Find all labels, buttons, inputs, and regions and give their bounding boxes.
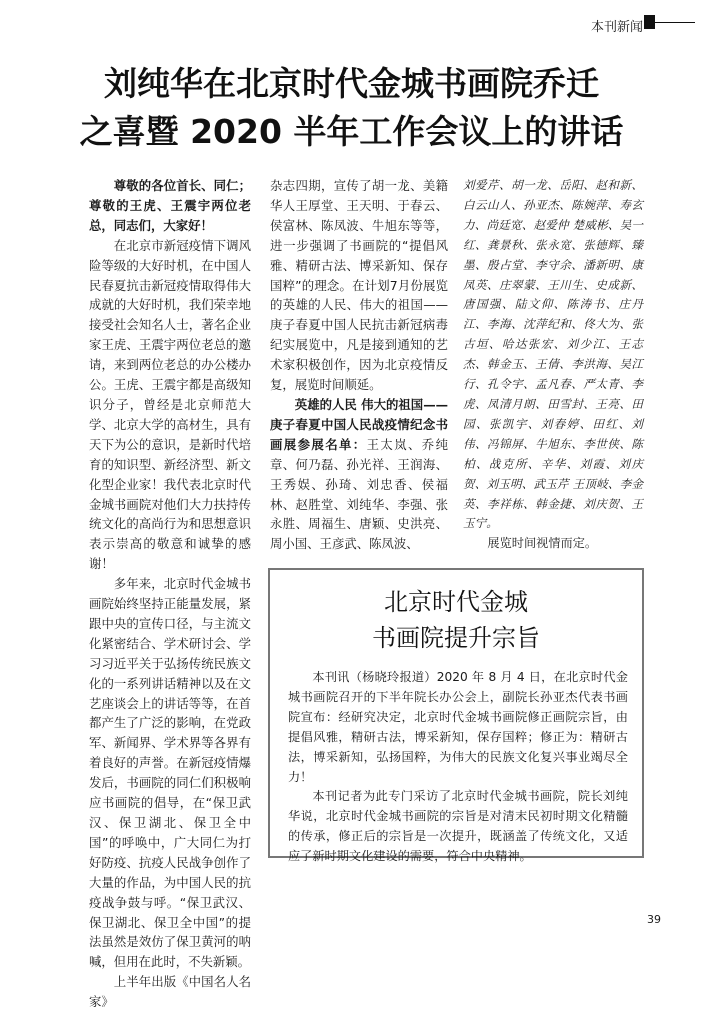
sidebar-title: [270, 584, 642, 656]
page-number: 39: [647, 913, 661, 926]
sidebar-title-line-1: 北京时代金城: [384, 588, 528, 616]
article-column-1: [89, 176, 251, 1012]
participant-list-heading: 英雄的人民 伟大的祖国——庚子春夏中国人民战疫情纪念书画展参展名单：: [270, 396, 448, 452]
participant-names-continued: 刘爱芹、胡一龙、岳阳、赵和新、白云山人、孙亚杰、陈婉萍、寿玄力、尚廷宽、赵爱仲 楚威彬、吴一红、龚景秋、张永宽、张德辉、臻墨、殷占堂、李守余、潘新明、康凤英、庄翠蒙、王川生、史成新、唐国强、陆文仰、陈涛书、庄丹江、李海、沈萍纪和、佟大为、张古垣、哈达张宏、刘少江、王志杰、韩金玉、王倩、李洪海、吴江行、孔令宇、孟凡春、严太青、李虎、凤清月朗、田雪封、王亮、田园、张凯宇、刘春婷、田红、刘伟、冯锦屏、牛旭东、李世侠、陈柏、战克所、辛华、刘霞、刘庆贺、刘玉明、武玉芹 王顶岐、李金英、李祥栋、韩金捷、刘庆贺、王玉宁。: [463, 178, 643, 531]
participant-list-paragraph: [270, 395, 448, 554]
sidebar-body: [288, 668, 628, 867]
article-title-line-2: 之喜暨 2020 半年工作会议上的讲话: [79, 112, 624, 151]
news-sidebar-box: [268, 568, 644, 864]
sidebar-title-line-2: 书画院提升宗旨: [372, 624, 540, 652]
body-paragraph: 杂志四期，宣传了胡一龙、美籍华人王厚堂、王天明、于春云、侯富林、陈凤波、牛旭东等等，进一步强调了书画院的“提倡风雅、精研古法、博采新知、保存国粹”的理念。在计划7月份展览的英雄的人民、伟大的祖国——庚子春夏中国人民抗击新冠病毒纪实展览中，凡是接到通知的艺术家积极创作，因为北京疫情反复，展览时间顺延。: [270, 178, 448, 393]
header-block-mark: [644, 15, 655, 29]
greeting-paragraph: 尊敬的各位首长、同仁；尊敬的王虎、王震宇两位老总，同志们，大家好！: [89, 178, 251, 233]
header-rule: [655, 22, 695, 23]
article-column-2: [270, 176, 448, 554]
body-paragraph: 上半年出版《中国名人名家》: [89, 974, 251, 1010]
article-column-3: [463, 176, 643, 554]
participant-names: 王太岚、乔纯章、何乃磊、孙光祥、王润海、王秀娱、孙琦、刘忠香、侯福林、赵胜堂、刘纯华、李强、张永胜、周福生、唐颖、史洪亮、周小国、王彦武、陈凤波、: [270, 436, 449, 552]
exhibition-note: 展览时间视情而定。: [487, 536, 598, 551]
article-title-line-1: 刘纯华在北京时代金城书画院乔迁: [104, 64, 599, 103]
article-title: [0, 60, 703, 156]
sidebar-paragraph: 本刊记者为此专门采访了北京时代金城书画院，院长刘纯华说，北京时代金城书画院的宗旨是对清末民初时期文化精髓的传承，修正后的宗旨是一次提升，既涵盖了传统文化，又适应了新时期文化建设的需要，符合中央精神。: [288, 789, 628, 864]
body-paragraph: 多年来，北京时代金城书画院始终坚持正能量发展，紧跟中央的宣传口径，与主流文化紧密结合、学术研讨会、学习习近平关于弘扬传统民族文化的一系列讲话精神以及在文艺座谈会上的讲话等等，在首都产生了广泛的影响，在党政军、新闻界、学术界等各界有着良好的声誉。在新冠疫情爆发后，书画院的同仁们积极响应书画院的倡导，在“保卫武汉、保卫湖北、保卫全中国”的呼唤中，广大同仁为打好防疫、抗疫人民战争创作了大量的作品，为中国人民的抗疫战争鼓与呼。“保卫武汉、保卫湖北、保卫全中国”的提法虽然是效仿了保卫黄河的呐喊，但用在此时，不失新颖。: [89, 576, 251, 970]
body-paragraph: 在北京市新冠疫情下调风险等级的大好时机，在中国人民春夏抗击新冠疫情取得伟大成就的大好时机，我们荣幸地接受社会知名人士，著名企业家王虎、王震宇两位老总的邀请，来到两位老总的办公楼办公。王虎、王震宇都是高级知识分子，曾经是北京师范大学、北京大学的高材生，具有天下为公的意识，是新时代培育的知识型、新经济型、新文化型企业家！我代表北京时代金城书画院对他们大力扶持传统文化的高尚行为和思想意识表示崇高的敬意和诚挚的感谢！: [89, 237, 251, 572]
section-label: 本刊新闻: [590, 20, 643, 35]
sidebar-paragraph: 本刊讯（杨晓玲报道）2020 年 8 月 4 日，在北京时代金城书画院召开的下半年院长办公会上，副院长孙亚杰代表书画院宣布：经研究决定，北京时代金城书画院修正画院宗旨，由提倡风雅，精研古法，博采新知，保存国粹；修正为：精研古法，博采新知，弘扬国粹，为伟大的民族文化复兴事业竭尽全力！: [288, 670, 628, 784]
